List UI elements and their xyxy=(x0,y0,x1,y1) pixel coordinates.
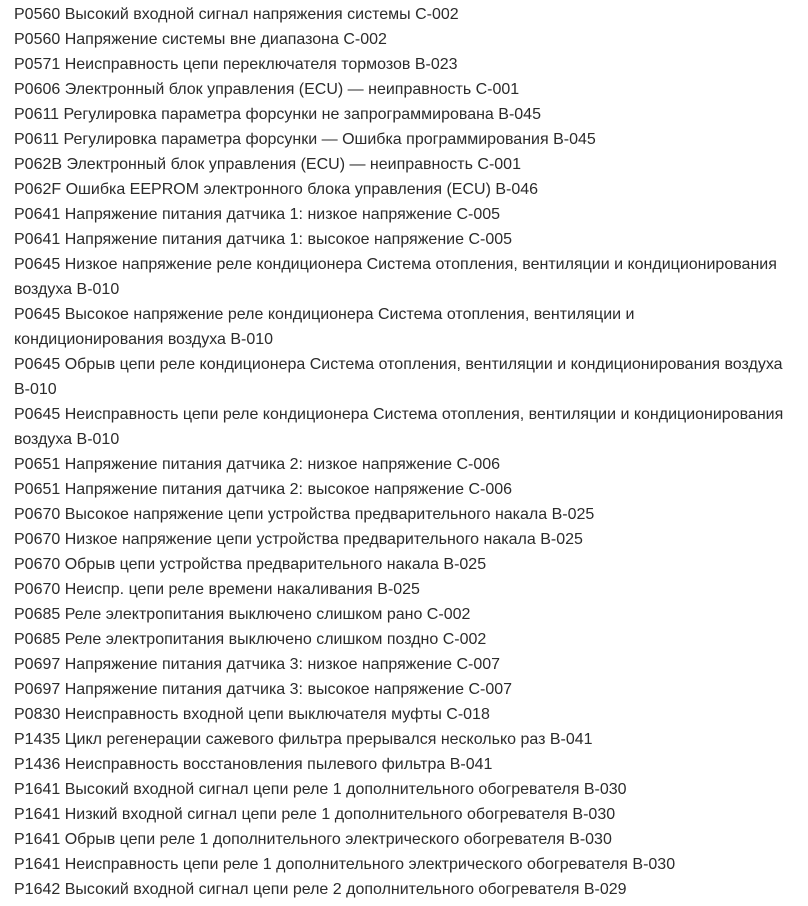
fault-description: Высокое напряжение цепи устройства предварительного накала В-025 xyxy=(64,506,595,523)
fault-description: Напряжение питания датчика 1: высокое напряжение С-005 xyxy=(64,231,513,248)
fault-code: P1641 xyxy=(14,856,61,873)
fault-code-entry xyxy=(14,2,784,27)
fault-code-entry xyxy=(14,352,784,402)
fault-code: P0697 xyxy=(14,656,61,673)
fault-description: Неиспр. цепи реле времени накаливания В-025 xyxy=(64,581,420,598)
fault-description: Обрыв цепи устройства предварительного накала В-025 xyxy=(64,556,487,573)
fault-code: P0830 xyxy=(14,706,61,723)
fault-code: P1641 xyxy=(14,831,61,848)
fault-code: P0670 xyxy=(14,556,61,573)
fault-code: P0611 xyxy=(14,106,60,123)
fault-description: Реле электропитания выключено слишком рано С-002 xyxy=(64,606,471,623)
fault-code-entry xyxy=(14,477,784,502)
fault-code-entry xyxy=(14,302,784,352)
fault-description: Регулировка параметра форсунки — Ошибка программирования В-045 xyxy=(63,131,596,148)
fault-code: P1641 xyxy=(14,806,61,823)
fault-description: Неисправность цепи реле кондиционера Система отопления, вентиляции и кондиционирования воздуха В-010 xyxy=(14,406,784,448)
fault-code: P0670 xyxy=(14,581,61,598)
fault-code: P0606 xyxy=(14,81,61,98)
fault-code: P1435 xyxy=(14,731,61,748)
fault-description: Неисправность цепи реле 1 дополнительного электрического обогревателя В-030 xyxy=(64,856,676,873)
fault-code: P0645 xyxy=(14,256,61,273)
fault-code: P1641 xyxy=(14,781,61,798)
fault-code-entry xyxy=(14,52,784,77)
fault-code-entry xyxy=(14,77,784,102)
fault-code: P0685 xyxy=(14,606,61,623)
fault-description: Напряжение питания датчика 2: высокое напряжение С-006 xyxy=(64,481,513,498)
fault-code: P1436 xyxy=(14,756,61,773)
fault-description: Электронный блок управления (ECU) — неиправность С-001 xyxy=(66,156,521,173)
fault-code-entry xyxy=(14,602,784,627)
fault-code: P0670 xyxy=(14,506,61,523)
fault-description: Высокое напряжение реле кондиционера Система отопления, вентиляции и кондиционирования воздуха В-010 xyxy=(14,306,635,348)
fault-code-entry xyxy=(14,702,784,727)
fault-description: Электронный блок управления (ECU) — неиправность С-001 xyxy=(64,81,520,98)
fault-code-entry xyxy=(14,252,784,302)
fault-description: Высокий входной сигнал напряжения системы С-002 xyxy=(64,6,459,23)
fault-code-entry xyxy=(14,727,784,752)
fault-code-entry xyxy=(14,802,784,827)
fault-code: P0651 xyxy=(14,481,61,498)
fault-code-entry xyxy=(14,402,784,452)
fault-code-entry xyxy=(14,577,784,602)
fault-description: Высокий входной сигнал цепи реле 1 дополнительного обогревателя В-030 xyxy=(64,781,627,798)
fault-code: P0685 xyxy=(14,631,61,648)
fault-description: Напряжение питания датчика 1: низкое напряжение С-005 xyxy=(64,206,501,223)
fault-code: P0651 xyxy=(14,456,61,473)
fault-code-entry xyxy=(14,177,784,202)
fault-code: P0560 xyxy=(14,6,61,23)
fault-code-entry xyxy=(14,677,784,702)
fault-description: Цикл регенерации сажевого фильтра прерывался несколько раз В-041 xyxy=(64,731,593,748)
fault-description: Обрыв цепи реле 1 дополнительного электрического обогревателя В-030 xyxy=(64,831,612,848)
fault-code-entry xyxy=(14,502,784,527)
fault-code: P0697 xyxy=(14,681,61,698)
fault-description: Напряжение питания датчика 3: низкое напряжение С-007 xyxy=(64,656,501,673)
fault-code-entry xyxy=(14,127,784,152)
fault-code-entry xyxy=(14,877,784,902)
fault-description: Регулировка параметра форсунки не запрограммирована В-045 xyxy=(63,106,541,123)
fault-description: Низкий входной сигнал цепи реле 1 дополнительного обогревателя В-030 xyxy=(64,806,616,823)
fault-code: P1642 xyxy=(14,881,61,898)
fault-description: Неисправность восстановления пылевого фильтра В-041 xyxy=(64,756,493,773)
fault-code: P0670 xyxy=(14,531,61,548)
fault-code-entry xyxy=(14,827,784,852)
fault-code-entry xyxy=(14,152,784,177)
fault-code: P062B xyxy=(14,156,63,173)
fault-description: Высокий входной сигнал цепи реле 2 дополнительного обогревателя В-029 xyxy=(64,881,627,898)
fault-description: Напряжение питания датчика 2: низкое напряжение С-006 xyxy=(64,456,501,473)
fault-code-entry xyxy=(14,202,784,227)
fault-code-list xyxy=(14,2,784,902)
fault-description: Обрыв цепи реле кондиционера Система отопления, вентиляции и кондиционирования воздуха В-010 xyxy=(14,356,783,398)
fault-code-entry xyxy=(14,102,784,127)
fault-code-entry xyxy=(14,752,784,777)
fault-description: Напряжение питания датчика 3: высокое напряжение С-007 xyxy=(64,681,513,698)
fault-code-entry xyxy=(14,27,784,52)
fault-code-entry xyxy=(14,652,784,677)
fault-code-entry xyxy=(14,552,784,577)
fault-code-entry xyxy=(14,777,784,802)
fault-description: Ошибка EEPROM электронного блока управления (ECU) В-046 xyxy=(65,181,539,198)
fault-description: Напряжение системы вне диапазона С-002 xyxy=(64,31,387,48)
fault-code: P0611 xyxy=(14,131,60,148)
fault-code-entry xyxy=(14,852,784,877)
fault-description: Низкое напряжение цепи устройства предварительного накала В-025 xyxy=(64,531,583,548)
fault-code: P0645 xyxy=(14,306,61,323)
fault-code: P0641 xyxy=(14,206,61,223)
fault-description: Неисправность входной цепи выключателя муфты С-018 xyxy=(64,706,490,723)
fault-description: Неисправность цепи переключателя тормозов В-023 xyxy=(64,56,458,73)
fault-code-entry xyxy=(14,227,784,252)
fault-code-entry xyxy=(14,627,784,652)
fault-description: Низкое напряжение реле кондиционера Система отопления, вентиляции и кондиционирования воздуха В-010 xyxy=(14,256,777,298)
fault-description: Реле электропитания выключено слишком поздно С-002 xyxy=(64,631,487,648)
fault-code: P0560 xyxy=(14,31,61,48)
fault-code-entry xyxy=(14,452,784,477)
fault-code: P062F xyxy=(14,181,62,198)
fault-code-entry xyxy=(14,527,784,552)
fault-code: P0641 xyxy=(14,231,61,248)
fault-code: P0645 xyxy=(14,356,61,373)
fault-code: P0645 xyxy=(14,406,61,423)
fault-code: P0571 xyxy=(14,56,61,73)
